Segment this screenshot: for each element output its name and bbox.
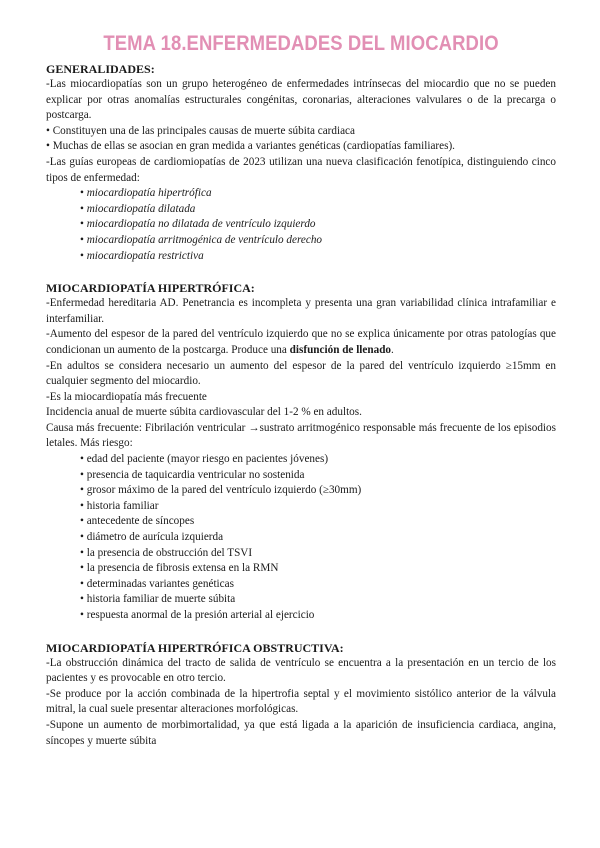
list-item: • miocardiopatía dilatada	[80, 202, 556, 218]
paragraph: -Enfermedad hereditaria AD. Penetrancia es incompleta y presenta una gran variabilidad clínica intrafamiliar e interfamiliar.	[46, 297, 556, 325]
section-hipertrofica-obstructiva	[46, 641, 556, 750]
list-item: • edad del paciente (mayor riesgo en pacientes jóvenes)	[80, 452, 556, 468]
section-heading: GENERALIDADES:	[46, 62, 155, 76]
list-item: • miocardiopatía hipertrófica	[80, 186, 556, 202]
page-title: TEMA 18.ENFERMEDADES DEL MIOCARDIO	[103, 31, 499, 55]
list-item: • determinadas variantes genéticas	[80, 577, 556, 593]
paragraph: Causa más frecuente: Fibrilación ventricular →sustrato arritmogénico responsable más frecuente de los episodios letales. Más riesgo:	[46, 421, 556, 450]
paragraph: Incidencia anual de muerte súbita cardiovascular del 1-2 % en adultos.	[46, 406, 362, 419]
section-miocardiopatia-hipertrofica	[46, 281, 556, 623]
paragraph: -En adultos se considera necesario un aumento del espesor de la pared del ventrículo izquierdo ≥15mm en cualquier segmento del miocardio.	[46, 359, 556, 388]
list-item: • historia familiar de muerte súbita	[80, 592, 556, 608]
list-item: • presencia de taquicardia ventricular no sostenida	[80, 468, 556, 484]
list-item: • antecedente de síncopes	[80, 514, 556, 530]
list-item: • miocardiopatía restrictiva	[80, 249, 556, 265]
bold-term: disfunción de llenado	[289, 343, 392, 356]
text-span: .	[391, 343, 394, 356]
list-item: • miocardiopatía no dilatada de ventrículo izquierdo	[80, 217, 556, 233]
paragraph: -Se produce por la acción combinada de la hipertrofia septal y el movimiento sistólico anterior de la válvula mitral, la cual suele presentar alteraciones morfológicas.	[46, 687, 556, 716]
text-span: -Aumento del espesor de la pared del ventrículo izquierdo que no se explica únicamente por otras patologías que condicionan un aumento de la postcarga. Produce una	[46, 328, 556, 356]
list-item: • la presencia de obstrucción del TSVI	[80, 546, 556, 562]
list-item: • historia familiar	[80, 499, 556, 515]
risk-list	[46, 452, 556, 624]
section-heading: MIOCARDIOPATÍA HIPERTRÓFICA:	[46, 281, 255, 296]
list-item: • la presencia de fibrosis extensa en la RMN	[80, 561, 556, 577]
paragraph: • Muchas de ellas se asocian en gran medida a variantes genéticas (cardiopatías familiares).	[46, 140, 455, 153]
paragraph: -La obstrucción dinámica del tracto de salida de ventrículo se encuentra a la presentación en un tercio de los pacientes y es provocable en otro tercio.	[46, 656, 556, 685]
paragraph: -Las guías europeas de cardiomiopatías de 2023 utilizan una nueva clasificación fenotípica, distinguiendo cinco tipos de enfermedad:	[46, 155, 556, 184]
list-item: • diámetro de aurícula izquierda	[80, 530, 556, 546]
section-heading: MIOCARDIOPATÍA HIPERTRÓFICA OBSTRUCTIVA:	[46, 640, 344, 655]
list-item: • respuesta anormal de la presión arterial al ejercicio	[80, 608, 556, 624]
section-generalidades	[46, 62, 556, 264]
list-item: • grosor máximo de la pared del ventrículo izquierdo (≥30mm)	[80, 483, 556, 499]
paragraph: • Constituyen una de las principales causas de muerte súbita cardiaca	[46, 124, 355, 137]
paragraph: -Supone un aumento de morbimortalidad, ya que está ligada a la aparición de insuficiencia cardiaca, angina, síncopes y muerte súbita	[46, 718, 556, 747]
paragraph	[46, 327, 556, 358]
paragraph: -Es la miocardiopatía más frecuente	[46, 390, 207, 403]
paragraph: -Las miocardiopatías son un grupo heterogéneo de enfermedades intrínsecas del miocardio que no se pueden explicar por otras anomalías estructurales congénitas, coronarias, alteraciones valvulares o de la precarga o postcarga.	[46, 78, 556, 122]
types-list	[46, 186, 556, 264]
list-item: • miocardiopatía arritmogénica de ventrículo derecho	[80, 233, 556, 249]
